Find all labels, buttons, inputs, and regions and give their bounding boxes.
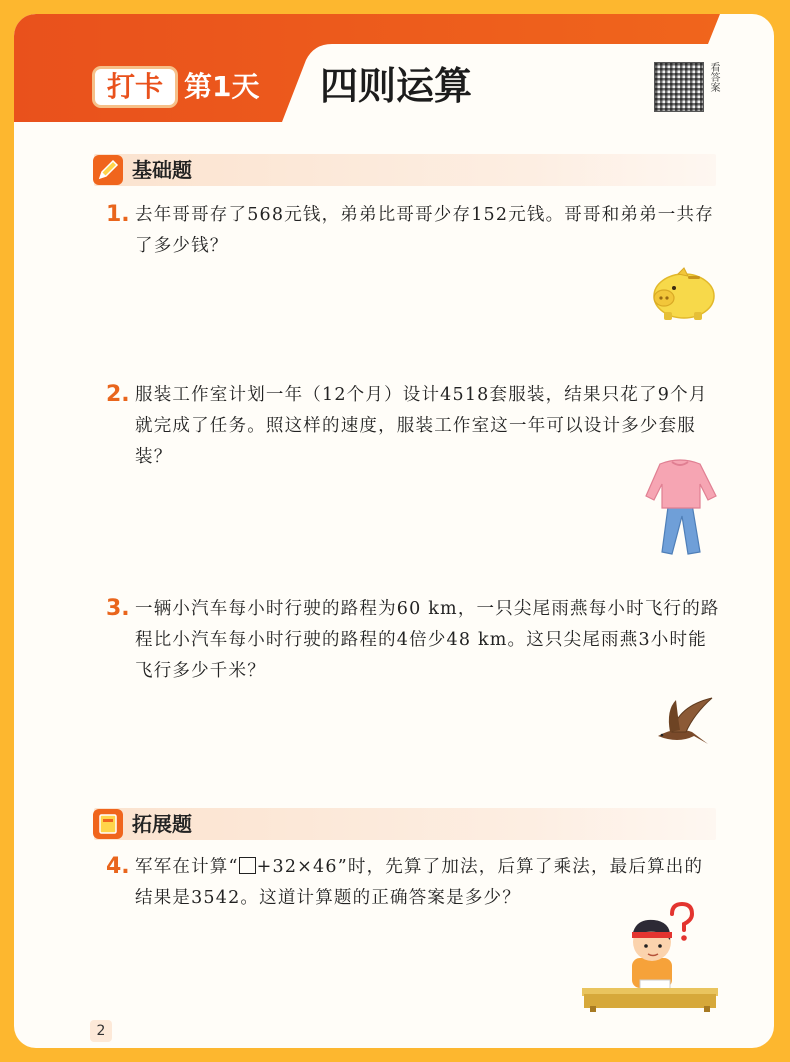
question-3-number: 3. (106, 596, 130, 621)
question-4-text-after: ”时，先算了加法，后算了乘法，最后算出的结果是3542。这道计算题的正确答案是多少？ (135, 857, 704, 908)
pencil-icon (92, 154, 124, 186)
worksheet-page (14, 14, 774, 1048)
piggy-bank-icon (650, 266, 716, 322)
thinking-boy-icon (580, 902, 720, 1012)
question-2-number: 2. (106, 382, 130, 407)
book-icon (92, 808, 124, 840)
blank-box (239, 857, 256, 874)
question-4-text-before: 军军在计算“ (135, 857, 239, 877)
header-banner (14, 14, 774, 126)
question-1-number: 1. (106, 202, 130, 227)
clothes-icon (642, 456, 718, 556)
day-label (184, 66, 260, 108)
day-suffix: 天 (231, 70, 260, 103)
swift-bird-icon (654, 696, 714, 748)
qr-label: 看答案 (708, 62, 719, 92)
basic-section-title: 基础题 (132, 158, 192, 182)
day-prefix: 第 (184, 70, 213, 103)
question-2-text: 服装工作室计划一年（12个月）设计4518套服装，结果只花了9个月就完成了任务。照这样的速度，服装工作室这一年可以设计多少套服装？ (135, 385, 708, 467)
qr-code-icon[interactable] (654, 62, 704, 112)
day-number: 1 (212, 70, 232, 103)
checkin-badge: 打卡 (92, 66, 178, 108)
question-1-text: 去年哥哥存了568元钱，弟弟比哥哥少存152元钱。哥哥和弟弟一共存了多少钱？ (135, 205, 714, 256)
question-3-text: 一辆小汽车每小时行驶的路程为60 km，一只尖尾雨燕每小时飞行的路程比小汽车每小时行驶的路程的4倍少48 km。这只尖尾雨燕3小时能飞行多少千米？ (135, 599, 720, 681)
question-4-number: 4. (106, 854, 130, 879)
page-number: 2 (90, 1020, 112, 1042)
extended-section-title: 拓展题 (132, 812, 192, 836)
page-title: 四则运算 (320, 64, 473, 108)
question-4-expression: +32×46 (256, 857, 338, 877)
